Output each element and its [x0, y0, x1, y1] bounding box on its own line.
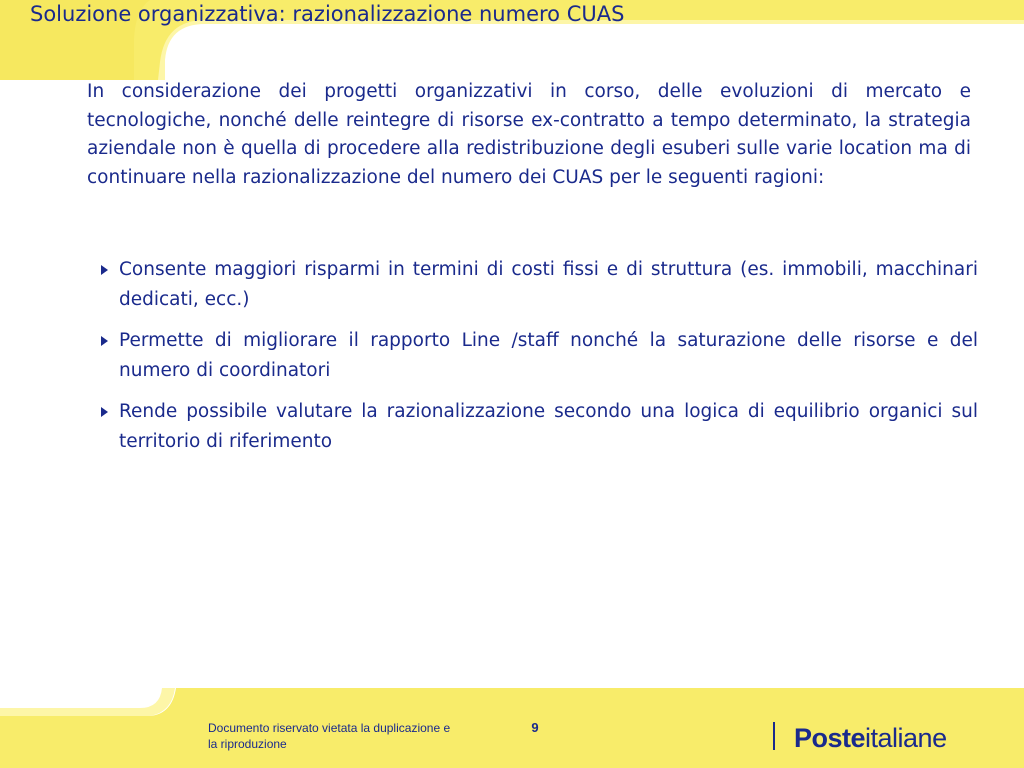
bullet-text: Permette di migliorare il rapporto Line /staff nonché la saturazione delle risorse e del numero di coordinatori — [119, 330, 978, 381]
bullet-list — [98, 255, 978, 468]
intro-paragraph: In considerazione dei progetti organizzativi in corso, delle evoluzioni di mercato e tecnologiche, nonché delle reintegre di risorse ex-contratto a tempo determinato, la strategia aziendale non è quella di procedere alla redistribuzione degli esuberi sulle varie location ma di continuare nella razionalizzazione del numero dei CUAS per le seguenti ragioni: — [87, 81, 971, 188]
logo-strong-text: Poste — [794, 723, 866, 753]
logo-rest-text: italiane — [865, 723, 947, 753]
triangle-right-icon — [101, 336, 108, 346]
page-number: 9 — [531, 720, 539, 735]
triangle-right-icon — [101, 265, 108, 275]
logo-divider — [773, 722, 775, 750]
list-item — [98, 397, 978, 456]
list-item — [98, 255, 978, 314]
bullet-text: Rende possibile valutare la razionalizzazione secondo una logica di equilibrio organici sul territorio di riferimento — [119, 401, 978, 452]
list-item — [98, 326, 978, 385]
bullet-text: Consente maggiori risparmi in termini di costi fissi e di struttura (es. immobili, macchinari dedicati, ecc.) — [119, 259, 978, 310]
triangle-right-icon — [101, 407, 108, 417]
poste-italiane-logo — [794, 722, 947, 754]
slide-title: Soluzione organizzativa: razionalizzazione numero CUAS — [30, 2, 625, 26]
confidentiality-note: Documento riservato vietata la duplicazione e la riproduzione — [208, 721, 451, 751]
